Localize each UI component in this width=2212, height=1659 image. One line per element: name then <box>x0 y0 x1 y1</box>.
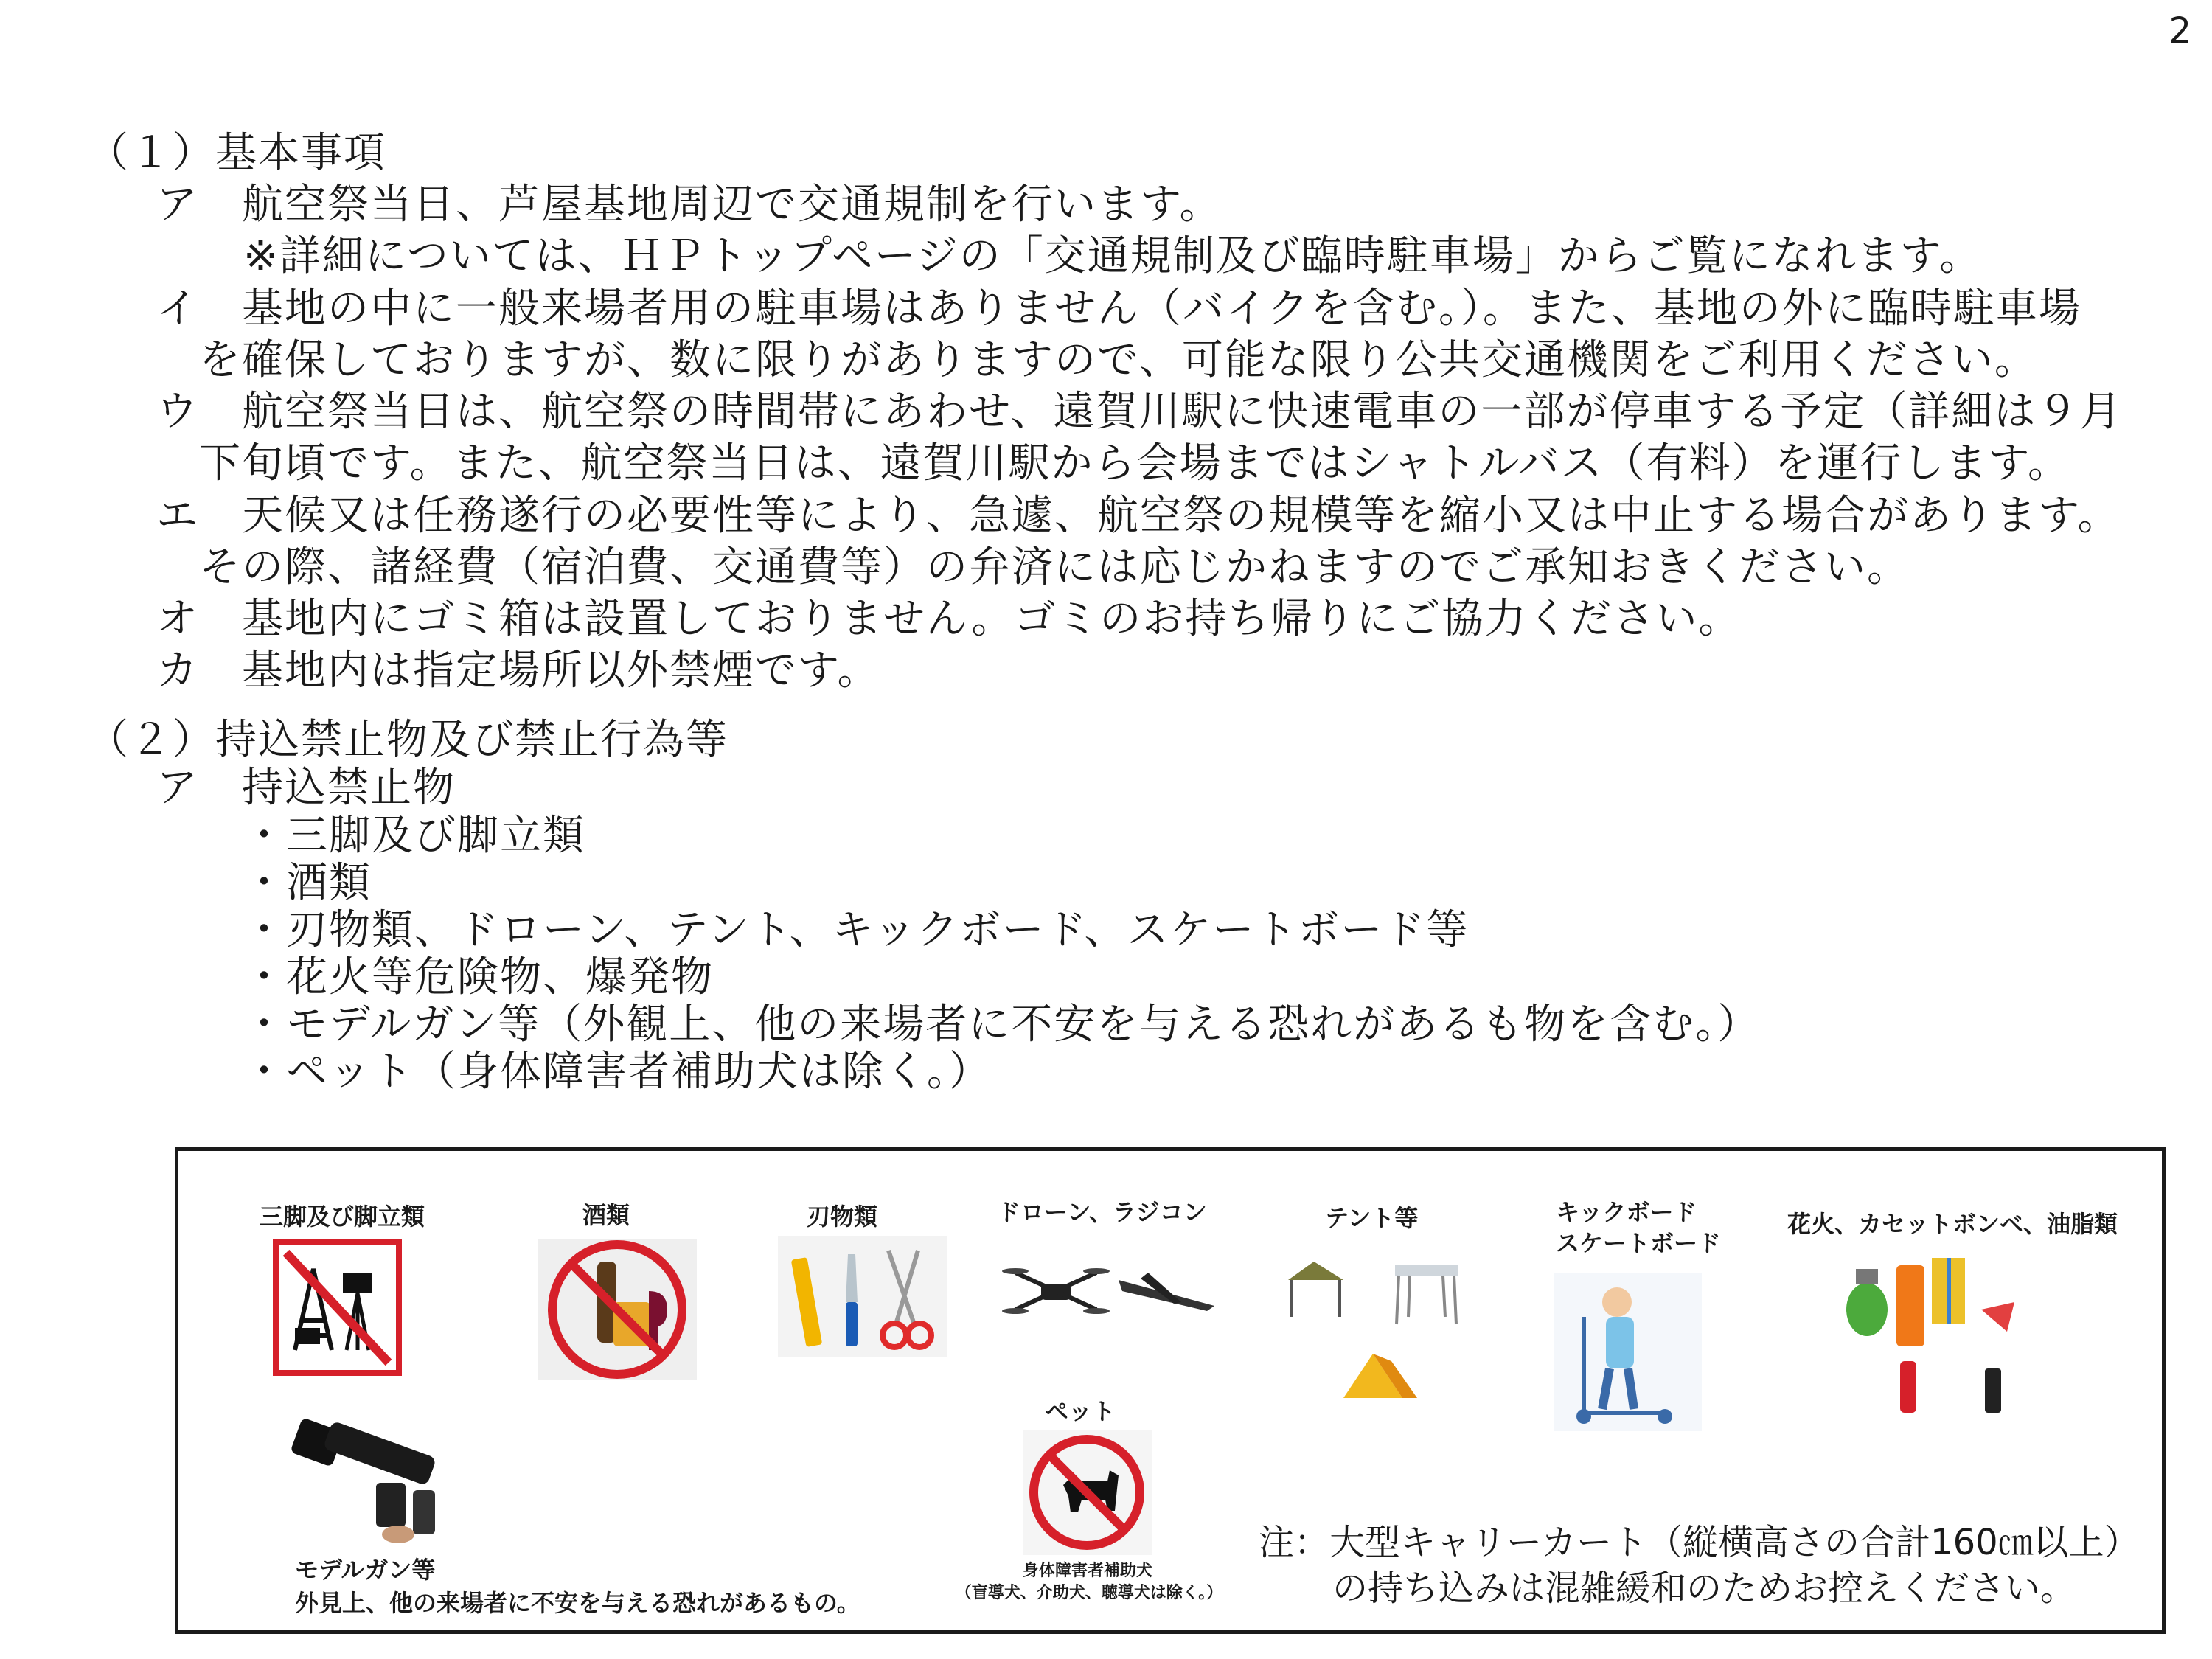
item-i-parking-cont: を確保しておりますが、数に限りがありますので、可能な限り公共交通機関をご利用ください。 <box>199 336 2037 384</box>
no-tripod-icon <box>273 1239 402 1376</box>
label-pet: ペット <box>1045 1397 1116 1425</box>
item-a-traffic: ア 航空祭当日、芦屋基地周辺で交通規制を行います。 <box>156 181 1222 229</box>
bullet-pet: ・ペット（身体障害者補助犬は除く。） <box>243 1048 992 1096</box>
item-ka-smoking: カ 基地内は指定場所以外禁煙です。 <box>156 647 880 695</box>
label-kickboard: キックボード <box>1556 1198 1697 1226</box>
bullet-alcohol: ・酒類 <box>243 859 372 907</box>
bullet-fireworks: ・花火等危険物、爆発物 <box>243 953 714 1001</box>
bullet-tripod: ・三脚及び脚立類 <box>243 812 585 860</box>
kickboard-icon <box>1554 1273 1702 1431</box>
section-heading-prohibited: （２）持込禁止物及び禁止行為等 <box>87 716 728 764</box>
label-alcohol: 酒類 <box>582 1201 630 1229</box>
item-a-prohibited: ア 持込禁止物 <box>156 764 456 812</box>
drone-icon <box>1001 1251 1222 1332</box>
label-skateboard: スケートボード <box>1556 1229 1722 1257</box>
item-i-parking: イ 基地の中に一般来場者用の駐車場はありません（バイクを含む。）。また、基地の外に臨時駐車場 <box>156 285 2081 333</box>
item-u-train-cont: 下旬頃です。また、航空祭当日は、遠賀川駅から会場まではシャトルバス（有料）を運行します。 <box>199 439 2070 487</box>
note-carry-cart-cont: の持ち込みは混雑緩和のためお控えください。 <box>1332 1568 2076 1609</box>
label-modelgun: モデルガン等 <box>295 1556 436 1584</box>
fireworks-icon <box>1837 1251 2029 1420</box>
label-pet-exclusions: （盲導犬、介助犬、聴導犬は除く。） <box>955 1584 1223 1602</box>
note-carry-cart: 注：大型キャリーカート（縦横高さの合計160㎝以上） <box>1259 1522 2140 1563</box>
bullet-blades: ・刃物類、ドローン、テント、キックボード、スケートボード等 <box>243 906 1470 954</box>
no-alcohol-icon <box>538 1239 697 1380</box>
label-blades: 刃物類 <box>807 1203 878 1231</box>
blades-icon <box>778 1236 947 1357</box>
item-u-train: ウ 航空祭当日は、航空祭の時間帯にあわせ、遠賀川駅に快速電車の一部が停車する予定（詳細は９月 <box>156 388 2123 436</box>
label-tent: テント等 <box>1325 1204 1419 1232</box>
prohibited-items-panel <box>175 1147 2166 1634</box>
item-a-note: ※詳細については、ＨＰトップページの「交通規制及び臨時駐車場」からご覧になれます。 <box>243 232 1983 280</box>
no-pet-icon <box>1023 1430 1152 1555</box>
item-e-weather: エ 天候又は任務遂行の必要性等により、急遽、航空祭の規模等を縮小又は中止する場合があります。 <box>156 492 2121 540</box>
bullet-modelgun: ・モデルガン等（外観上、他の来場者に不安を与える恐れがあるも物を含む。） <box>243 1001 1761 1048</box>
label-modelgun-desc: 外見上、他の来場者に不安を与える恐れがあるもの。 <box>295 1589 860 1617</box>
tent-icon <box>1284 1258 1469 1413</box>
label-fireworks: 花火、カセットボンベ、油脂類 <box>1787 1210 2118 1238</box>
item-e-weather-cont: その際、諸経費（宿泊費、交通費等）の弁済には応じかねますのでご承知おきください。 <box>199 543 1910 591</box>
section-heading-basics: （１）基本事項 <box>87 129 386 177</box>
modelgun-icon <box>288 1416 457 1549</box>
label-tripod: 三脚及び脚立類 <box>260 1203 425 1231</box>
label-pet-assistance: 身体障害者補助犬 <box>1023 1562 1153 1580</box>
page-number: 2 <box>2168 10 2191 52</box>
item-o-trash: オ 基地内にゴミ箱は設置しておりません。ゴミのお持ち帰りにご協力ください。 <box>156 595 1742 643</box>
label-drone: ドローン、ラジコン <box>997 1198 1207 1226</box>
